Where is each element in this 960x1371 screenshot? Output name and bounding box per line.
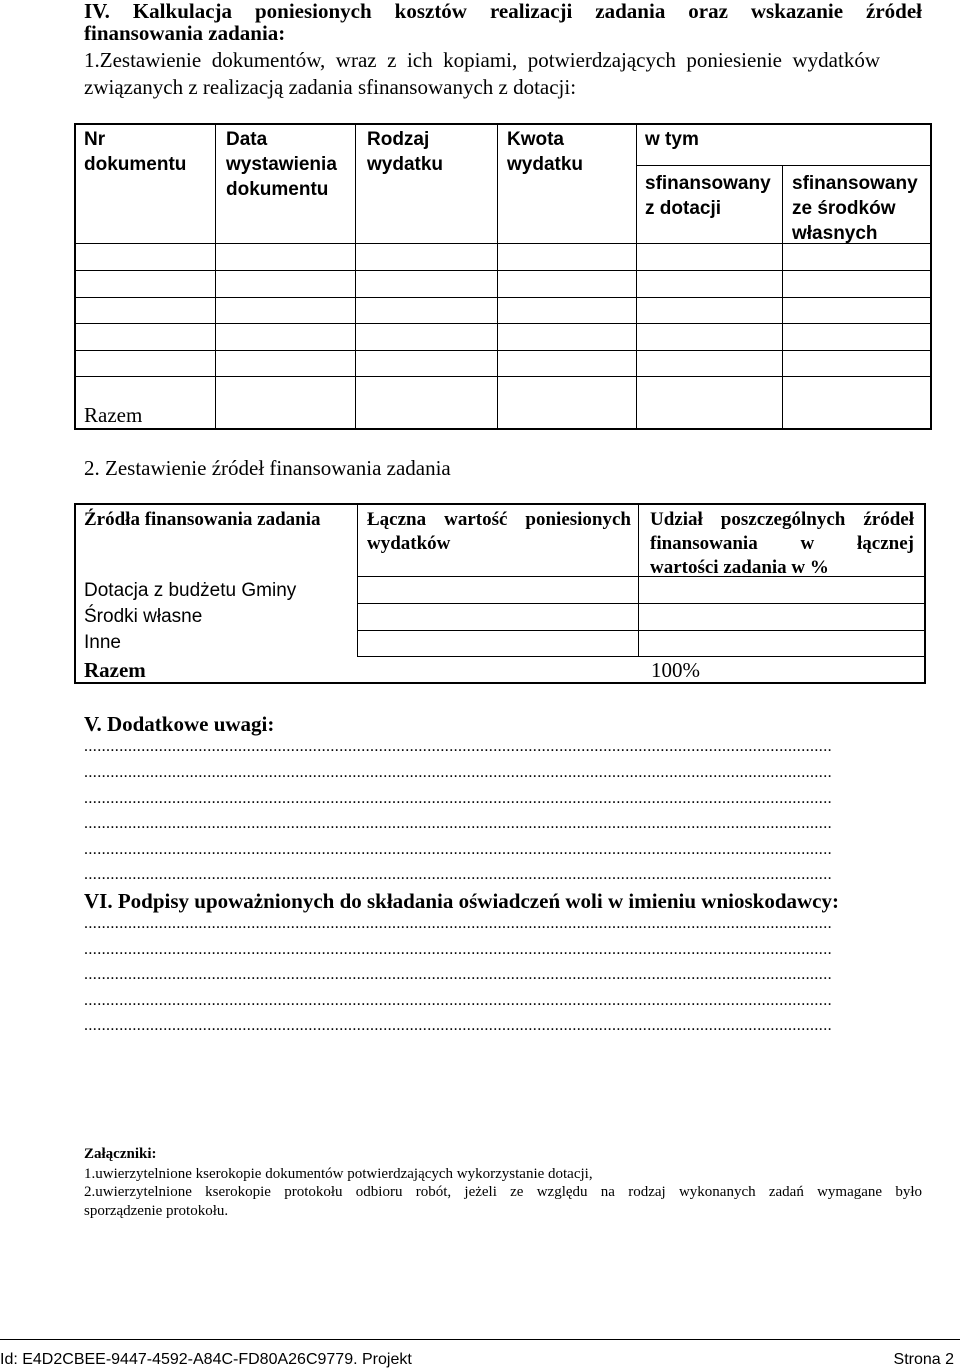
funding-sources-table <box>74 503 926 684</box>
section-vi-title: VI. Podpisy upoważnionych do składania oświadczeń woli w imieniu wnioskodawcy: <box>84 889 839 913</box>
row-inne: Inne <box>84 632 121 653</box>
remarks-line-2: .......................................................................................................................................................................... <box>84 764 832 781</box>
header-sfinansowany-ze-srodkow-wlasnych: sfinansowany ze środków własnych <box>792 173 918 244</box>
header-w-tym: w tym <box>645 129 699 150</box>
remarks-line-4: .......................................................................................................................................................................... <box>84 815 832 832</box>
section-iv-title-line2: finansowania zadania: <box>84 21 286 45</box>
signature-line-2: .......................................................................................................................................................................... <box>84 941 832 958</box>
header-kwota-wydatku: Kwota wydatku <box>507 129 584 175</box>
header-data-wystawienia: Data wystawienia dokumentu <box>226 129 337 200</box>
section-iv-paragraph-line1: 1.Zestawienie dokumentów, wraz z ich kopiami, potwierdzających poniesienie wydatków <box>84 48 880 72</box>
section-iv-paragraph-line2: związanych z realizacją zadania sfinansowanych z dotacji: <box>84 75 577 99</box>
table2-total-label: Razem <box>84 658 146 682</box>
header-zrodla-finansowania: Źródła finansowania zadania <box>84 509 321 530</box>
header-udzial-line1: Udział poszczególnych źródeł <box>650 509 914 530</box>
funding-sources-title: 2. Zestawienie źródeł finansowania zadania <box>84 456 451 480</box>
header-laczna-wartosc-line1: Łączna wartość poniesionych <box>367 509 631 530</box>
header-udzial-line3: wartości zadania w % <box>650 557 829 578</box>
row-dotacja-z-budzetu-gminy: Dotacja z budżetu Gminy <box>84 580 297 601</box>
attachment-item-1: 1.uwierzytelnione kserokopie dokumentów potwierdzających wykorzystanie dotacji, <box>84 1166 593 1182</box>
table1-total-label: Razem <box>84 403 143 427</box>
attachment-item-2-line1: 2.uwierzytelnione kserokopie protokołu odbioru robót, jeżeli ze względu na rodzaj wykonanych zadań wymagane było <box>84 1184 922 1200</box>
signature-line-5: .......................................................................................................................................................................... <box>84 1017 832 1034</box>
footer-divider <box>0 1339 960 1340</box>
header-sfinansowany-z-dotacji: sfinansowany z dotacji <box>645 173 771 219</box>
row-srodki-wlasne: Środki własne <box>84 606 203 627</box>
footer-page-number: Strona 2 <box>893 1351 954 1368</box>
header-rodzaj-wydatku: Rodzaj wydatku <box>367 129 444 175</box>
remarks-line-6: .......................................................................................................................................................................... <box>84 866 832 883</box>
signature-line-4: .......................................................................................................................................................................... <box>84 992 832 1009</box>
remarks-line-3: .......................................................................................................................................................................... <box>84 790 832 807</box>
footer-document-id: Id: E4D2CBEE-9447-4592-A84C-FD80A26C9779. Projekt <box>0 1351 412 1368</box>
table2-total-percent: 100% <box>651 658 700 682</box>
header-udzial-line2: finansowania w łącznej <box>650 533 914 554</box>
section-v-title: V. Dodatkowe uwagi: <box>84 712 275 736</box>
attachment-item-2-line2: sporządzenie protokołu. <box>84 1203 229 1219</box>
header-laczna-wartosc-line2: wydatków <box>367 533 451 554</box>
section-iv-title-line1: IV. Kalkulacja poniesionych kosztów realizacji zadania oraz wskazanie źródeł <box>84 0 922 23</box>
documents-table <box>74 123 932 430</box>
remarks-line-5: .......................................................................................................................................................................... <box>84 841 832 858</box>
header-nr-dokumentu: Nr dokumentu <box>84 129 187 175</box>
signature-line-3: .......................................................................................................................................................................... <box>84 966 832 983</box>
attachments-title: Załączniki: <box>84 1146 157 1162</box>
signature-line-1: .......................................................................................................................................................................... <box>84 915 832 932</box>
remarks-line-1: .......................................................................................................................................................................... <box>84 738 832 755</box>
